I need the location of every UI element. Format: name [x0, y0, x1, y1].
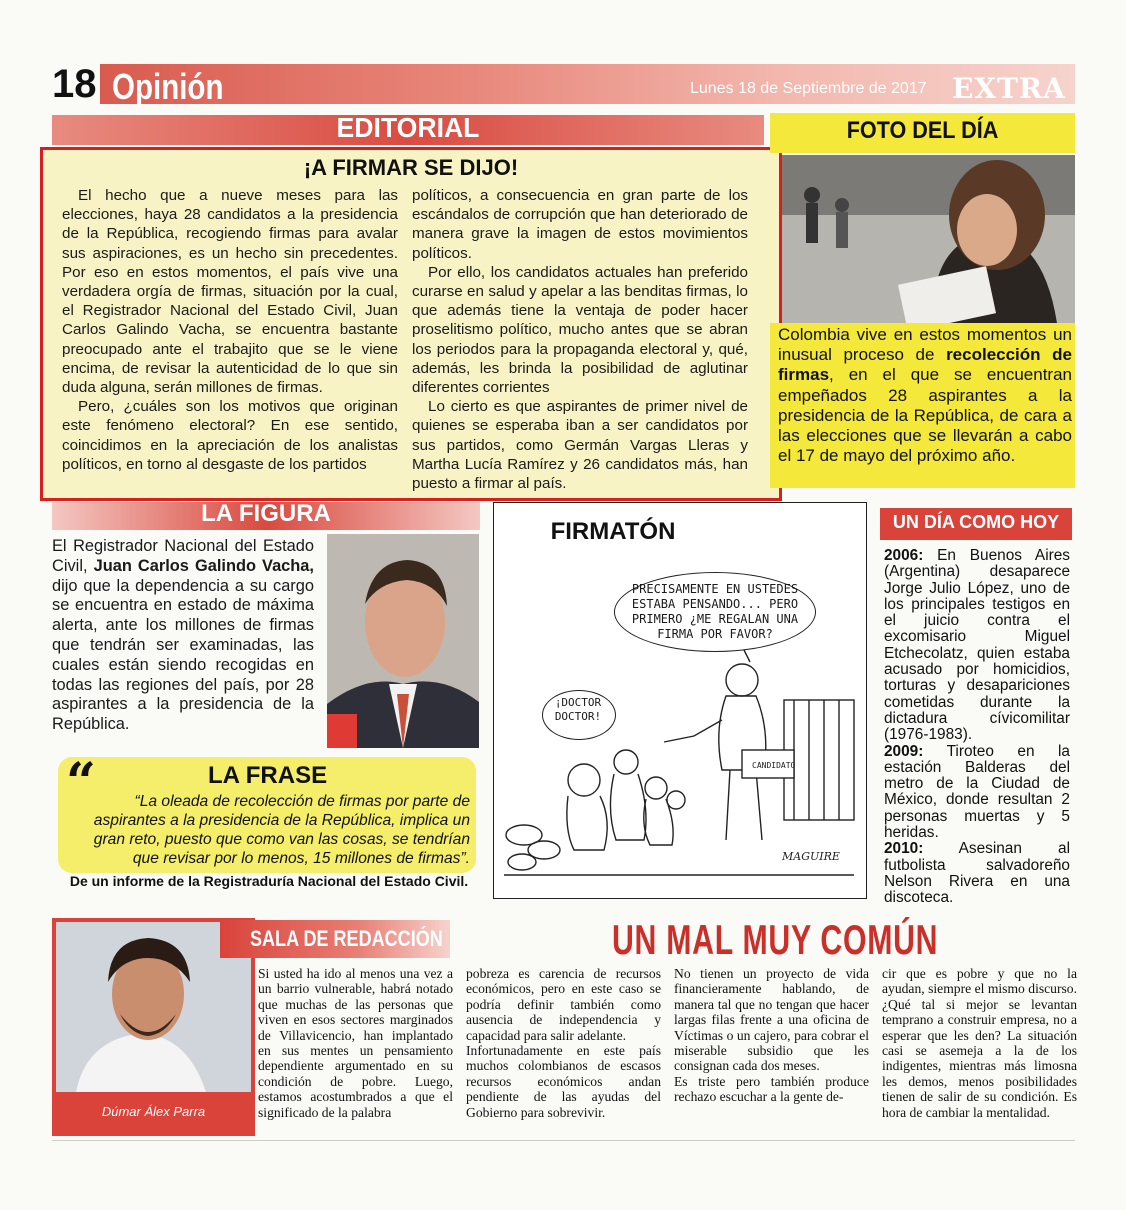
quote-mark-icon: “ — [66, 752, 96, 813]
editorial-paragraph: Lo cierto es que aspirantes de primer nivel de quienes se esperaba iban a ser candidatos por sus partidos, como Germán Vargas Lleras y Martha Lucía Ramírez y 26 candidatos más, han puesto a firmar al país. — [412, 398, 748, 493]
newspaper-logo: EXTRA — [952, 72, 1066, 105]
speech-bubble-small-text: ¡DOCTOR DOCTOR! — [554, 696, 602, 723]
column-text-2: pobreza es carencia de recursos económicos, pero en este caso se podría definir también como ausencia de independencia y capacidad para salir adelante. Infortunadamente en este país muchos colombianos de escasos recursos económicos andan pendiente de las ayudas del Gobierno para sobrevivir. — [466, 966, 661, 1120]
columnist-name: Dúmar Álex Parra — [101, 1104, 206, 1119]
bottom-rule — [52, 1140, 1075, 1141]
event-text: En Buenos Aires (Argentina) desaparece Jorge Julio López, uno de los principales testigos en el juicio contra el excomisario Miguel Etchecolatz, quien estaba acusado por homicidios, torturas y desapariciones cometidas durante la dictadura cívicomilitar (1976-1983). — [884, 547, 1070, 744]
figure-text-a: El Registrador Nacional del Estado Civil, — [52, 537, 314, 575]
column-text-3: No tienen un proyecto de vida financieramente hablando, de manera tal que no tengan que hacer largas filas frente a una oficina de Víctimas o un cajero, para cobrar el miserable subsidio que les consignan cada dos meses. Es triste pero también produce rechazo escuchar a la gente de- — [674, 966, 869, 1105]
issue-date: Lunes 18 de Septiembre de 2017 — [690, 80, 927, 97]
editorial-title: ¡A FIRMAR SE DIJO! — [303, 155, 519, 180]
cartoon-title: FIRMATÓN — [550, 518, 676, 545]
event-year: 2006: — [884, 547, 924, 564]
quote-text: “La oleada de recolección de firmas por parte de aspirantes a la presidencia de la República, implica un gran reto, puesto que como van las cosas, se tendrían que revisar por lo menos, 15 millones de firmas”. — [93, 793, 470, 867]
column-headline: UN MAL MUY COMÚN — [612, 916, 939, 963]
caption-text: Colombia vive en estos momentos un inusual proceso de — [778, 325, 1072, 365]
editorial-paragraph: políticos, a consecuencia en gran parte de los escándalos de corrupción que han deteriorado de manera grave la imagen de estos movimientos políticos. — [412, 187, 748, 262]
event-text: Tiroteo en la estación Balderas del metro de la Ciudad de México, donde resultan 2 personas muertas y 5 heridas. — [884, 742, 1070, 842]
event-text: Asesinan al futbolista salvadoreño Nelson Rivera en una discoteca. — [884, 840, 1070, 907]
caption-bold: recolección de firmas — [778, 345, 1072, 385]
list-item — [884, 548, 1070, 744]
newsroom-label: SALA DE REDACCIÓN — [250, 926, 443, 951]
figure-name: Juan Carlos Galindo Vacha, — [93, 556, 314, 575]
column-text-4: cir que es pobre y que no la ayudan, siempre el mismo discurso. ¿Qué tal si mejor se levantan temprano a construir empresa, no a esperar que les den? La situación casi se asemeja a la de los indigentes, mientras más limosna les demos, menos posibilidades tienen de salir de su condición. Es hora de cambiar la mentalidad. — [882, 966, 1077, 1120]
page-number: 18 — [52, 62, 97, 106]
figure-text — [52, 537, 314, 735]
section-title: Opinión — [112, 66, 224, 107]
editorial-paragraph: El hecho que a nueve meses para las elecciones, haya 28 candidatos a la presidencia de la República, recogiendo firmas para avalar sus aspiraciones, es un hecho sin precedentes. Por eso en estos momentos, el país vive una verdadera orgía de firmas, situación por la cual, el Registrador Nacional del Estado Civil, Juan Carlos Galindo Vacha, se encuentra bastante preocupado ante el trabajito que se le viene encima, de revisar la autenticidad de lo que sin duda alguna, serán millones de firmas. — [62, 187, 398, 397]
figure-label: LA FIGURA — [201, 500, 331, 527]
figure-text-b: dijo que la dependencia a su cargo se encuentra en estado de máxima alerta, ante los millones de firmas que tendrán ser examinadas, las cuales están siendo recogidas en todas las regiones del país, por 28 aspirantes a la presidencia de la República. — [52, 576, 314, 734]
photo-of-day-label: FOTO DEL DÍA — [846, 117, 999, 144]
editorial-column-1 — [62, 186, 398, 474]
editorial-paragraph: Por ello, los candidatos actuales han preferido curarse en salud y apelar a las benditas firmas, lo que además tiene la ventaja de poder hacer proselitismo político, mucho antes que se abran los periodos para la propaganda electoral y, qué, además, les brinda la posibilidad de aglutinar diferentes corrientes — [412, 263, 748, 397]
editorial-label: EDITORIAL — [336, 112, 480, 143]
photo-of-day-image — [782, 155, 1075, 323]
figure-portrait — [327, 534, 479, 748]
list-item — [884, 744, 1070, 842]
list-item — [884, 841, 1070, 906]
event-year: 2010: — [884, 840, 924, 858]
photo-of-day-caption — [778, 325, 1072, 466]
on-this-day-list — [884, 548, 1070, 907]
editorial-paragraph: Pero, ¿cuáles son los motivos que originan este fenómeno electoral? En ese sentido, coincidimos en la apreciación de los analistas políticos, en torno al desgaste de los partidos — [62, 398, 398, 473]
quote-source: De un informe de la Registraduría Nacional del Estado Civil. — [69, 873, 469, 889]
editorial-column-2 — [412, 186, 748, 493]
caption-text: , en el que se encuentran empeñados 28 aspirantes a la presidencia de la República, de cara a las elecciones que se llevarán a cabo el 17 de mayo del próximo año. — [778, 365, 1072, 466]
speech-bubble-text: PRECISAMENTE EN USTEDES ESTABA PENSANDO... PERO PRIMERO ¿ME REGALAN UNA FIRMA POR FAVOR? — [631, 582, 799, 641]
header-bar — [100, 64, 1075, 104]
event-year: 2009: — [884, 742, 924, 760]
quote-label: LA FRASE — [208, 762, 328, 789]
cartoon-signature: MAGUIRE — [782, 850, 840, 863]
cartoon-sign-text: CANDIDATO — [752, 761, 796, 770]
on-this-day-label: UN DÍA COMO HOY — [892, 512, 1060, 532]
column-text-1: Si usted ha ido al menos una vez a un barrio vulnerable, habrá notado que muchas de las personas que viven en esos sectores marginados de Villavicencio, han implantado en sus mentes un pensamiento dependiente argumentado en su condición de pobre. Luego, estamos acostumbrados a que el significado de la palabra — [258, 966, 453, 1120]
cartoon-drawing — [494, 640, 864, 895]
